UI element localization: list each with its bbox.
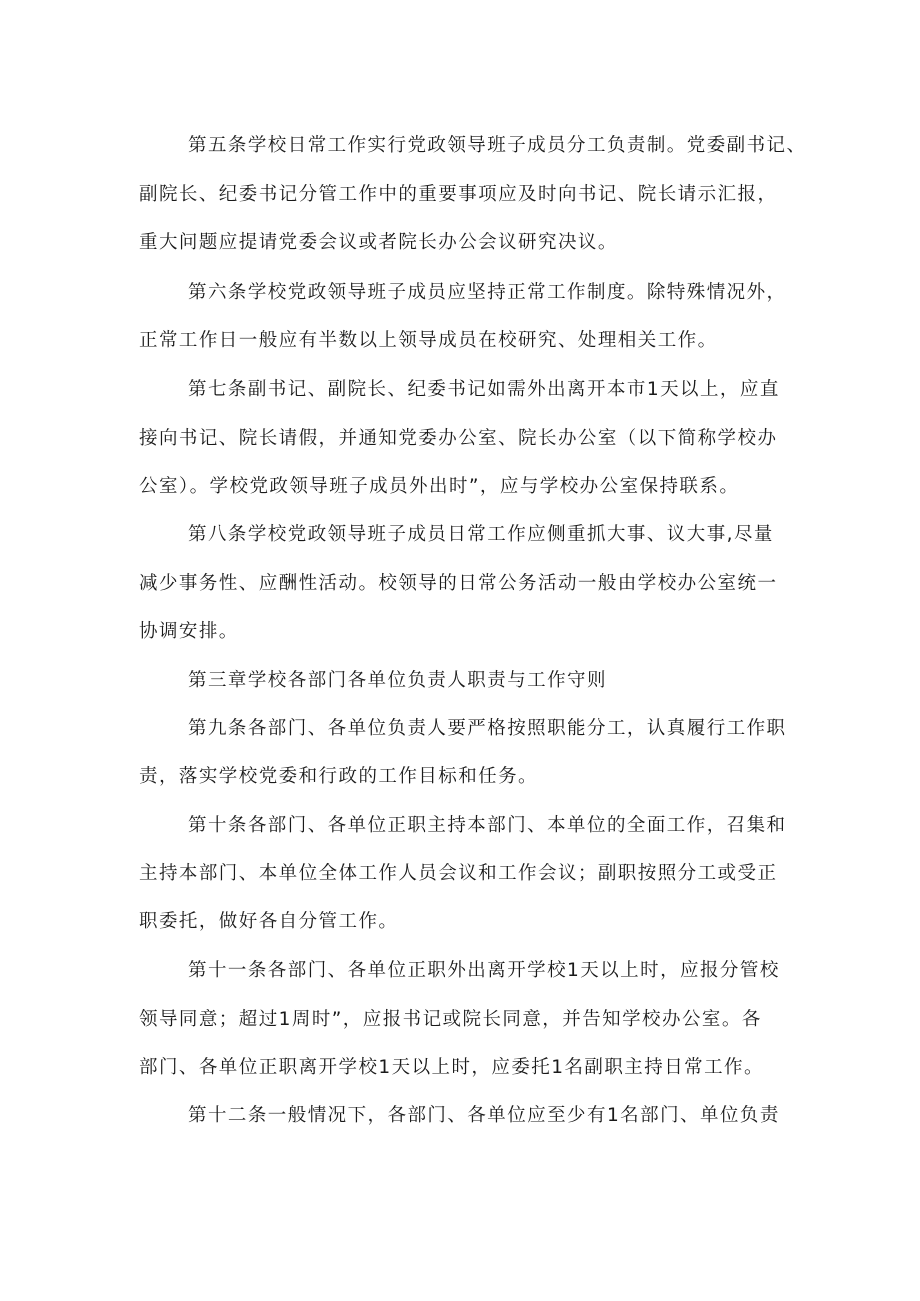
text-line: 第九条各部门、各单位负责人要严格按照职能分工，认真履行工作职 xyxy=(188,718,787,739)
text-line: 第十二条一般情况下，各部门、各单位应至少有1名部门、单位负责 xyxy=(188,1105,780,1126)
text-line: 责，落实学校党委和行政的工作目标和任务。 xyxy=(139,766,539,787)
text-line: 职委托，做好各自分管工作。 xyxy=(139,911,399,932)
chapter-heading: 第三章学校各部门各单位负责人职责与工作守则 xyxy=(188,670,607,691)
text-line: 第八条学校党政领导班子成员日常工作应侧重抓大事、议大事,尽量 xyxy=(188,524,774,545)
text-line: 第六条学校党政领导班子成员应坚持正常工作制度。除特殊情况外， xyxy=(188,282,787,303)
text-line: 协调安排。 xyxy=(139,621,239,642)
text-line: 接向书记、院长请假，并通知党委办公室、院长办公室（以下简称学校办 xyxy=(139,428,778,449)
text-line: 第五条学校日常工作实行党政领导班子成员分工负责制。党委副书记、 xyxy=(188,135,807,156)
text-line: 重大问题应提请党委会议或者院长办公会议研究决议。 xyxy=(139,232,618,253)
text-line: 部门、各单位正职离开学校1天以上时，应委托1名副职主持日常工作。 xyxy=(139,1057,764,1078)
text-line: 第七条副书记、副院长、纪委书记如需外出离开本市1天以上，应直 xyxy=(188,379,780,400)
text-line: 主持本部门、本单位全体工作人员会议和工作会议；副职按照分工或受正 xyxy=(139,863,778,884)
text-line: 公室）。学校党政领导班子成员外出时”，应与学校办公室保持联系。 xyxy=(139,476,740,497)
text-line: 第十一条各部门、各单位正职外出离开学校1天以上时，应报分管校 xyxy=(188,960,780,981)
text-line: 第十条各部门、各单位正职主持本部门、本单位的全面工作，召集和 xyxy=(188,815,787,836)
text-line: 副院长、纪委书记分管工作中的重要事项应及时向书记、院长请示汇报， xyxy=(139,184,778,205)
text-line: 领导同意；超过1周时”，应报书记或院长同意，并告知学校办公室。各 xyxy=(139,1009,762,1030)
text-line: 减少事务性、应酬性活动。校领导的日常公务活动一般由学校办公室统一 xyxy=(139,573,778,594)
text-line: 正常工作日一般应有半数以上领导成员在校研究、处理相关工作。 xyxy=(139,330,718,351)
